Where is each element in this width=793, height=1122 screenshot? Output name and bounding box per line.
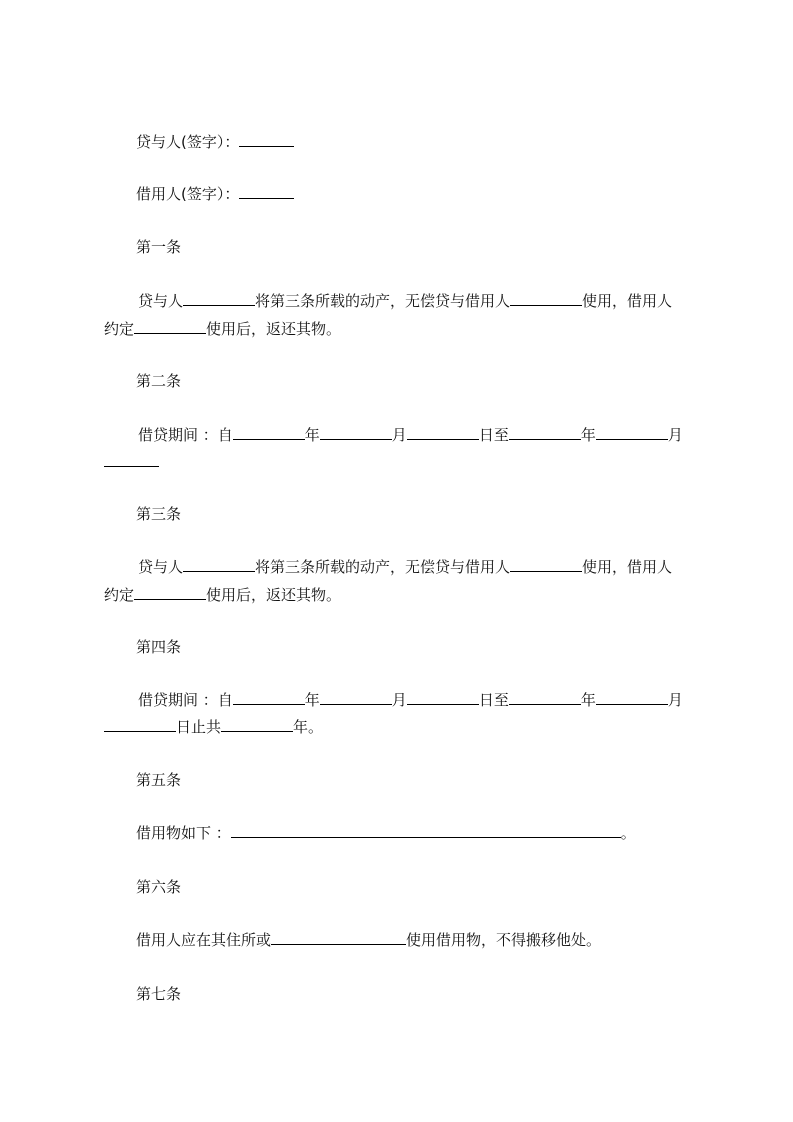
blank[interactable] xyxy=(320,690,392,705)
blank[interactable] xyxy=(509,425,581,440)
article-2-text-line-1: 借贷期间 ：自 年 月 日至 年 月 xyxy=(138,426,683,444)
blank[interactable] xyxy=(271,930,406,945)
lender-signature-line: 贷与人(签字）： xyxy=(136,132,294,152)
article-heading-5: 第五条 xyxy=(136,771,182,789)
article-5-text: 借用物如下 ： 。 xyxy=(136,824,636,842)
article-heading-1: 第一条 xyxy=(136,238,182,256)
blank[interactable] xyxy=(407,425,479,440)
blank[interactable] xyxy=(239,184,294,199)
article-heading-7: 第七条 xyxy=(136,985,182,1003)
blank[interactable] xyxy=(233,690,305,705)
blank[interactable] xyxy=(221,717,293,732)
blank[interactable] xyxy=(510,557,582,572)
blank[interactable] xyxy=(183,291,255,306)
borrower-signature-line: 借用人(签字）： xyxy=(136,184,294,204)
article-3-text-line-1: 贷与人 将第三条所载的动产，无偿贷与借用人 使用，借用人 xyxy=(138,558,673,576)
article-1-text-line-1: 贷与人 将第三条所载的动产，无偿贷与借用人 使用，借用人 xyxy=(138,292,673,310)
blank[interactable] xyxy=(320,425,392,440)
blank[interactable] xyxy=(233,425,305,440)
article-6-text: 借用人应在其住所或 使用借用物，不得搬移他处。 xyxy=(136,931,602,949)
blank[interactable] xyxy=(407,690,479,705)
blank[interactable] xyxy=(510,291,582,306)
blank[interactable] xyxy=(104,717,176,732)
blank[interactable] xyxy=(509,690,581,705)
article-1-text-line-2: 约定 使用后，返还其物。 xyxy=(104,320,342,338)
article-4-text-line-2: 日止共 年。 xyxy=(104,717,323,737)
blank[interactable] xyxy=(183,557,255,572)
article-heading-4: 第四条 xyxy=(136,638,182,656)
article-heading-3: 第三条 xyxy=(136,505,182,523)
blank[interactable] xyxy=(104,452,159,467)
blank[interactable] xyxy=(134,585,206,600)
article-heading-6: 第六条 xyxy=(136,878,182,896)
blank[interactable] xyxy=(596,425,668,440)
article-2-text-line-2 xyxy=(104,452,159,472)
blank[interactable] xyxy=(231,823,621,838)
article-4-text-line-1: 借贷期间 ：自 年 月 日至 年 月 xyxy=(138,691,683,709)
article-3-text-line-2: 约定 使用后，返还其物。 xyxy=(104,586,342,604)
blank[interactable] xyxy=(239,132,294,147)
blank[interactable] xyxy=(596,690,668,705)
article-heading-2: 第二条 xyxy=(136,372,182,390)
blank[interactable] xyxy=(134,319,206,334)
